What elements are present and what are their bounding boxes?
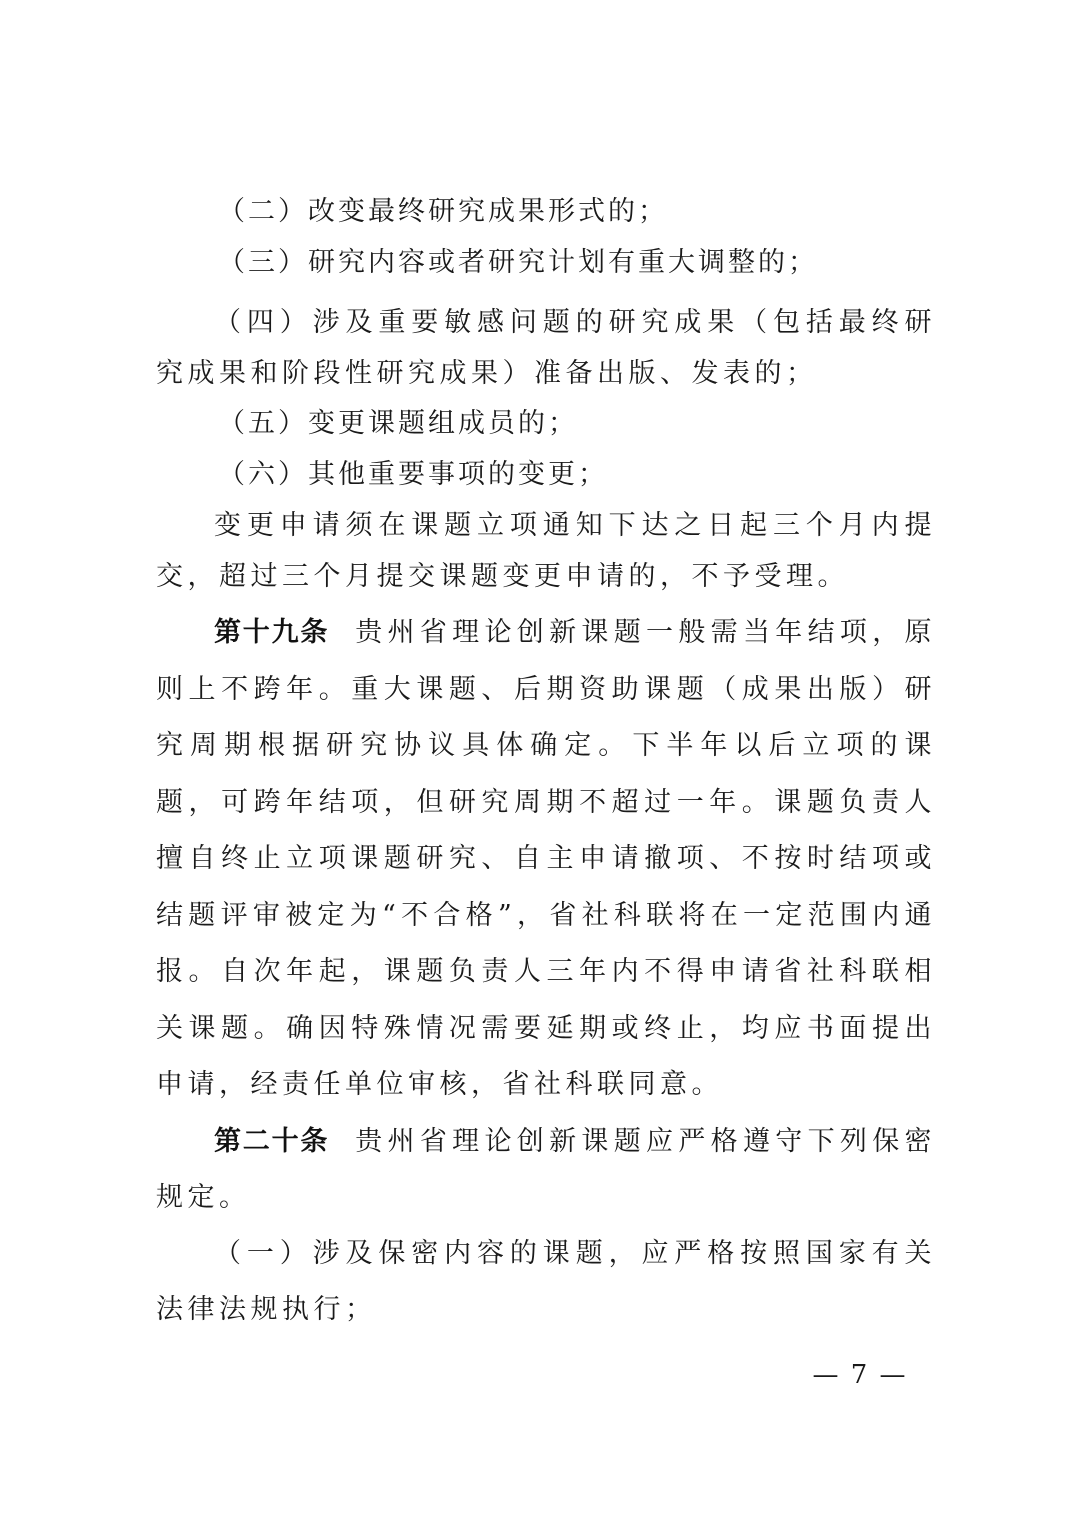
change-note-paragraph: 变更申请须在课题立项通知下达之日起三个月内提交，超过三个月提交课题变更申请的，不予受理。: [156, 510, 936, 592]
article-19-paragraph: [156, 605, 936, 1114]
article-19-text: 贵州省理论创新课题一般需当年结项，原则上不跨年。重大课题、后期资助课题（成果出版）研究周期根据研究协议具体确定。下半年以后立项的课题，可跨年结项，但研究周期不超过一年。课题负责人擅自终止立项课题研究、自主申请撤项、不按时结项或结题评审被定为“不合格”，省社科联将在一定范围内通报。自次年起，课题负责人三年内不得申请省社科联相关课题。确因特殊情况需要延期或终止，均应书面提出申请，经责任单位审核，省社科联同意。: [156, 617, 937, 1100]
article-20-heading: 第二十条: [214, 1125, 330, 1157]
article-19-heading: 第十九条: [214, 617, 330, 648]
list-item: （四）涉及重要敏感问题的研究成果（包括最终研究成果和阶段性研究成果）准备出版、发表的；: [156, 307, 936, 389]
document-body: [156, 186, 936, 1338]
list-item: （六）其他重要事项的变更；: [218, 459, 608, 490]
list-item: （三）研究内容或者研究计划有重大调整的；: [218, 247, 818, 278]
list-item: （五）变更课题组成员的；: [218, 408, 578, 439]
page-number: — 7 —: [812, 1360, 908, 1390]
article-20-text: 贵州省理论创新课题应严格遵守下列保密规定。: [156, 1125, 937, 1213]
list-item: （一）涉及保密内容的课题，应严格按照国家有关法律法规执行；: [156, 1237, 936, 1325]
list-item: （二）改变最终研究成果形式的；: [218, 196, 668, 227]
article-20-paragraph: [156, 1114, 936, 1226]
